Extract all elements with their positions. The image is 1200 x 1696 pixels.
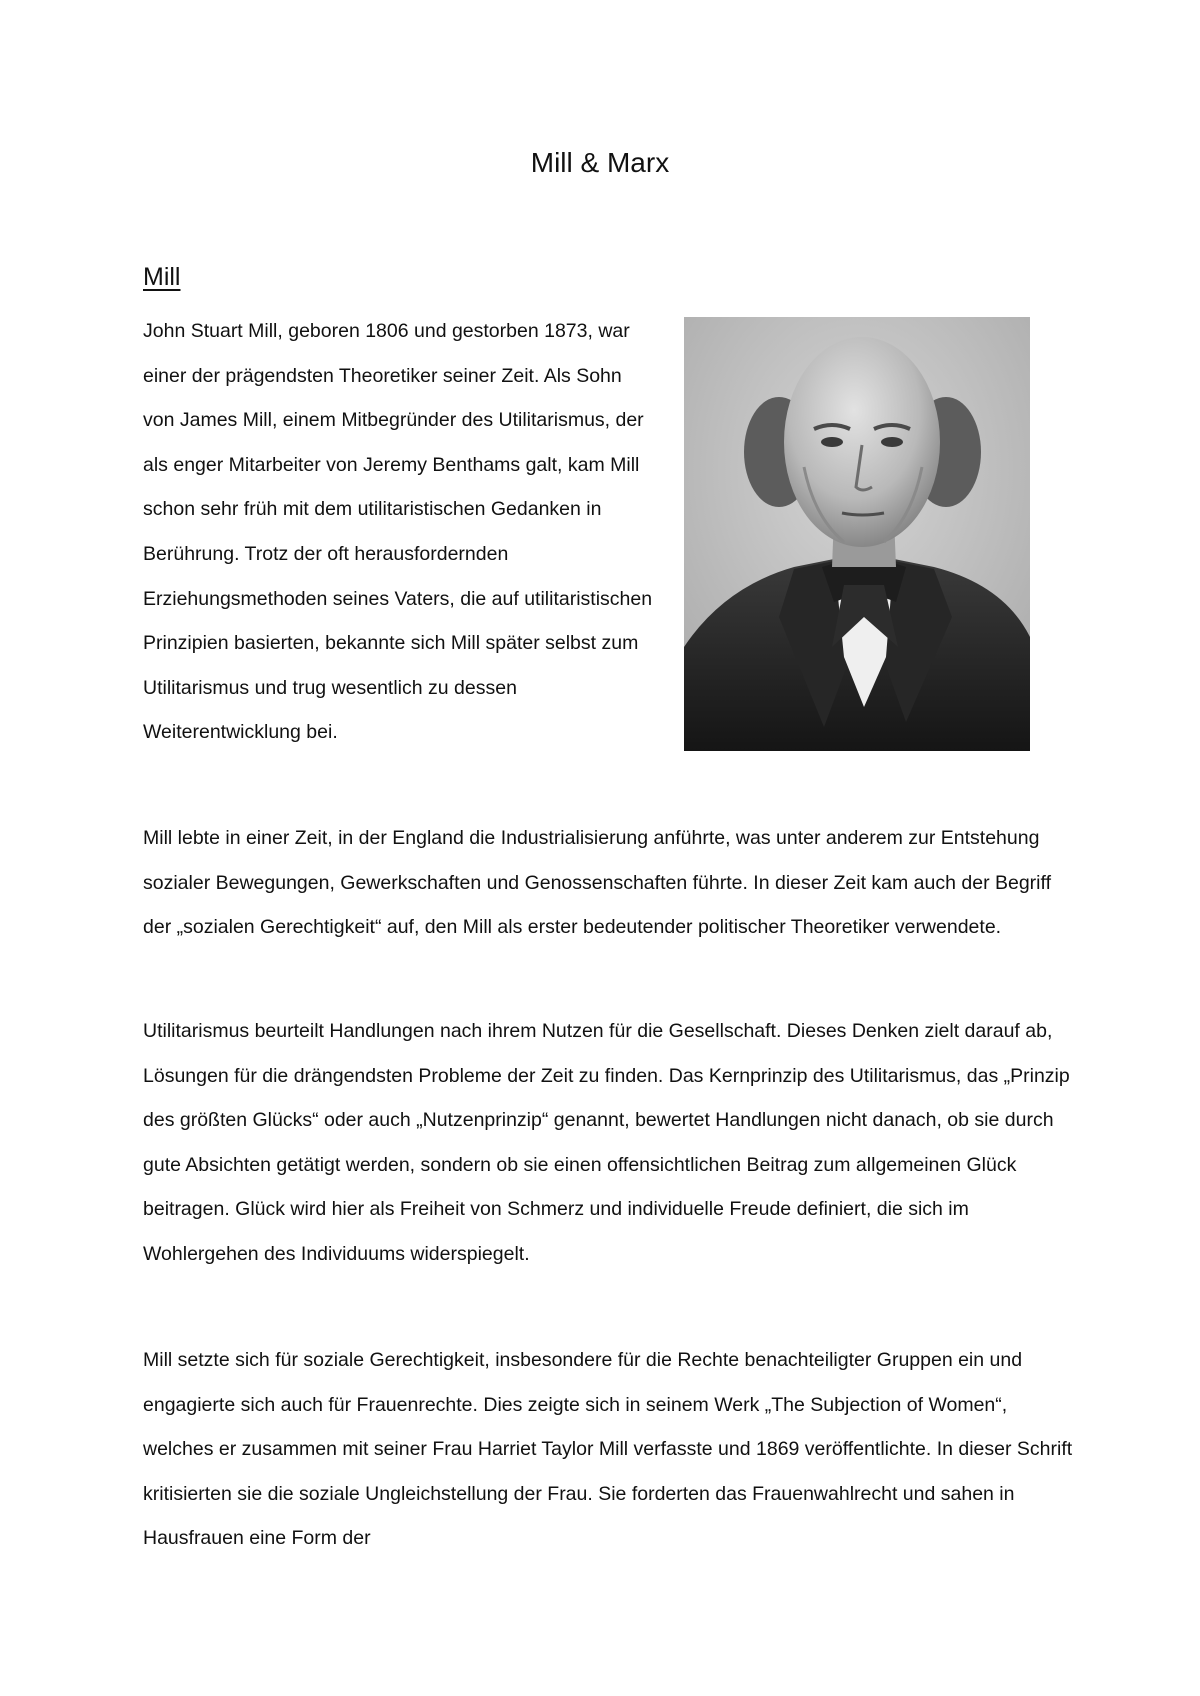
paragraph-utilitarianism: Utilitarismus beurteilt Handlungen nach ihrem Nutzen für die Gesellschaft. Dieses Denken zielt darauf ab, Lösungen für die drängendsten Probleme der Zeit zu finden. Das Kernprinzip des Utilitarismus, das „Prinzip des größten Glücks“ oder auch „Nutzenprinzip“ genannt, bewertet Handlungen nicht danach, ob sie durch gute Absichten getätigt werden, sondern ob sie einen offensichtlichen Beitrag zum allgemeinen Glück beitragen. Glück wird hier als Freiheit von Schmerz und individuelle Freude definiert, die sich im Wohlergehen des Individuums widerspiegelt. — [143, 1020, 1070, 1265]
paragraph-industrialization: Mill lebte in einer Zeit, in der England die Industrialisierung anführte, was unter anderem zur Entstehung sozialer Bewegungen, Gewerkschaften und Genossenschaften führte. In dieser Zeit kam auch der Begriff der „sozialen Gerechtigkeit“ auf, den Mill als erster bedeutender politischer Theoretiker verwendete. — [143, 827, 1051, 939]
portrait-photo — [684, 317, 1030, 751]
document-title: Mill & Marx — [530, 147, 670, 178]
paragraph-social-justice: Mill setzte sich für soziale Gerechtigkeit, insbesondere für die Rechte benachteiligter Gruppen ein und engagierte sich auch für Frauenrechte. Dies zeigte sich in seinem Werk „The Subjection of Women“, welches er zusammen mit seiner Frau Harriet Taylor Mill verfasste und 1869 veröffentlichte. In dieser Schrift kritisierten sie die soziale Ungleichstellung der Frau. Sie forderten das Frauenwahlrecht und sahen in Hausfrauen eine Form der — [143, 1349, 1073, 1550]
portrait-photo-illustration — [684, 317, 1030, 751]
section-heading-mill: Mill — [143, 263, 181, 291]
paragraph-intro: John Stuart Mill, geboren 1806 und gestorben 1873, war einer der prägendsten Theoretiker seiner Zeit. Als Sohn von James Mill, einem Mitbegründer des Utilitarismus, der als enger Mitarbeiter von Jeremy Benthams galt, kam Mill schon sehr früh mit dem utilitaristischen Gedanken in Berührung. Trotz der oft herausfordernden Erziehungsmethoden seines Vaters, die auf utilitaristischen Prinzipien basierten, bekannte sich Mill später selbst zum Utilitarismus und trug wesentlich zu dessen Weiterentwicklung bei. — [143, 320, 653, 744]
